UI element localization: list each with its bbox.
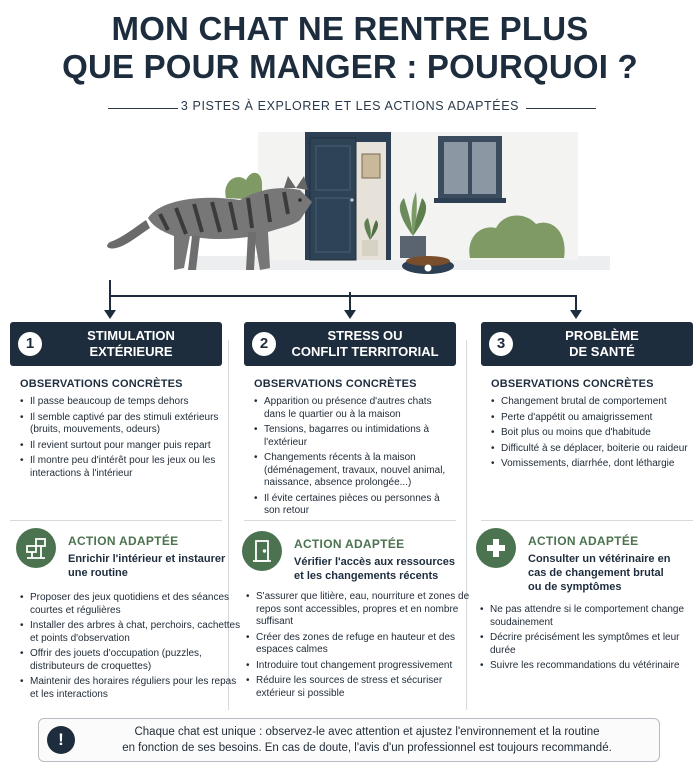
action-heading: ACTION ADAPTÉE	[528, 534, 639, 548]
section-stress	[244, 322, 456, 521]
observations-heading: OBSERVATIONS CONCRÈTES	[20, 378, 183, 390]
action-list	[470, 604, 700, 676]
section-divider-1	[10, 520, 222, 521]
list-item: • Il semble captivé par des stimuli extérieurs (bruits, mouvements, odeurs)	[20, 412, 222, 437]
list-item: • S'assurer que litière, eau, nourriture et zones de repos sont accessibles, propres et en nombre suffisant	[246, 591, 471, 629]
list-item: • Installer des arbres à chat, perchoirs, cachettes et points d'observation	[20, 620, 245, 645]
list-item: • Perte d'appétit ou amaigrissement	[491, 412, 693, 425]
footer-note	[38, 718, 660, 762]
section-title: STIMULATION EXTÉRIEURE	[87, 328, 175, 359]
list-item: • Créer des zones de refuge en hauteur et des espaces calmes	[246, 632, 471, 657]
action-title: Consulter un vétérinaire en cas de changement brutal ou de symptômes	[528, 553, 671, 593]
cat-tree-icon	[16, 528, 56, 568]
subtitle: 3 PISTES À EXPLORER ET LES ACTIONS ADAPTÉES	[180, 99, 520, 113]
list-item: • Offrir des jouets d'occupation (puzzles, distributeurs de croquettes)	[20, 648, 245, 673]
list-item: • Réduire les sources de stress et sécuriser extérieur si possible	[246, 675, 471, 700]
list-item: • Il montre peu d'intérêt pour les jeux ou les interactions à l'intérieur	[20, 455, 222, 480]
list-item: • Apparition ou présence d'autres chats dans le quartier ou à la maison	[254, 396, 456, 421]
section-stimulation	[10, 322, 222, 483]
section-number: 1	[18, 332, 42, 356]
section-health	[481, 322, 693, 474]
list-item: • Introduire tout changement progressivement	[246, 660, 471, 673]
door-panel	[310, 138, 356, 260]
connector-arrows	[0, 292, 700, 322]
title-line-1: MON CHAT NE RENTRE PLUS	[111, 10, 589, 47]
section-banner	[481, 322, 693, 366]
list-item: • Il évite certaines pièces ou personnes à son retour	[254, 493, 456, 518]
list-item: • Suivre les recommandations du vétérinaire	[480, 660, 700, 673]
title-line-2: QUE POUR MANGER : POURQUOI ?	[62, 48, 638, 85]
action-title: Vérifier l'accès aux ressources et les changements récents	[294, 556, 455, 582]
illustration-scene	[0, 128, 700, 298]
action-title: Enrichir l'intérieur et instaurer une routine	[68, 553, 226, 579]
section-number: 2	[252, 332, 276, 356]
list-item: • Vomissements, diarrhée, dont léthargie	[491, 458, 693, 471]
section-title: STRESS OU CONFLIT TERRITORIAL	[291, 328, 439, 359]
list-item: • Changement brutal de comportement	[491, 396, 693, 409]
section-divider-3	[481, 520, 693, 521]
subtitle-rule-right	[526, 108, 596, 109]
action-heading: ACTION ADAPTÉE	[294, 537, 405, 551]
footer-text	[83, 724, 651, 756]
list-item: • Difficulté à se déplacer, boiterie ou raideur	[491, 443, 693, 456]
list-item: • Boit plus ou moins que d'habitude	[491, 427, 693, 440]
list-item: • Il passe beaucoup de temps dehors	[20, 396, 222, 409]
list-item: • Ne pas attendre si le comportement change soudainement	[480, 604, 700, 629]
list-item: • Il revient surtout pour manger puis repart	[20, 440, 222, 453]
section-divider-2	[244, 520, 456, 521]
observations-heading: OBSERVATIONS CONCRÈTES	[254, 378, 417, 390]
footer-line-2: en fonction de ses besoins. En cas de doute, l'avis d'un professionnel est toujours recommandé.	[122, 742, 612, 754]
medical-cross-icon	[476, 528, 516, 568]
list-item: • Proposer des jeux quotidiens et des séances courtes et régulières	[20, 592, 245, 617]
door-icon	[242, 531, 282, 571]
subtitle-row	[0, 98, 700, 118]
list-item: • Décrire précisément les symptômes et leur durée	[480, 632, 700, 657]
list-item: • Changements récents à la maison (déménagement, travaux, nouvel animal, naissance, absence prolongée...)	[254, 452, 456, 490]
exclamation-icon: !	[47, 726, 75, 754]
observations-heading: OBSERVATIONS CONCRÈTES	[491, 378, 654, 390]
list-item: • Maintenir des horaires réguliers pour les repas et les interactions	[20, 676, 245, 701]
section-number: 3	[489, 332, 513, 356]
action-list	[10, 592, 245, 704]
picture-frame	[362, 154, 380, 178]
section-title: PROBLÈME DE SANTÉ	[565, 328, 639, 359]
observations-list	[10, 396, 222, 480]
action-list	[236, 591, 471, 703]
footer-line-1: Chaque chat est unique : observez-le avec attention et ajustez l'environnement et la routine	[134, 726, 600, 738]
list-item: • Tensions, bagarres ou intimidations à l'extérieur	[254, 424, 456, 449]
plant-pot	[400, 236, 426, 258]
observations-list	[481, 396, 693, 471]
action-heading: ACTION ADAPTÉE	[68, 534, 179, 548]
observations-list	[244, 396, 456, 518]
section-banner	[10, 322, 222, 366]
section-banner	[244, 322, 456, 366]
page-title	[0, 10, 700, 86]
